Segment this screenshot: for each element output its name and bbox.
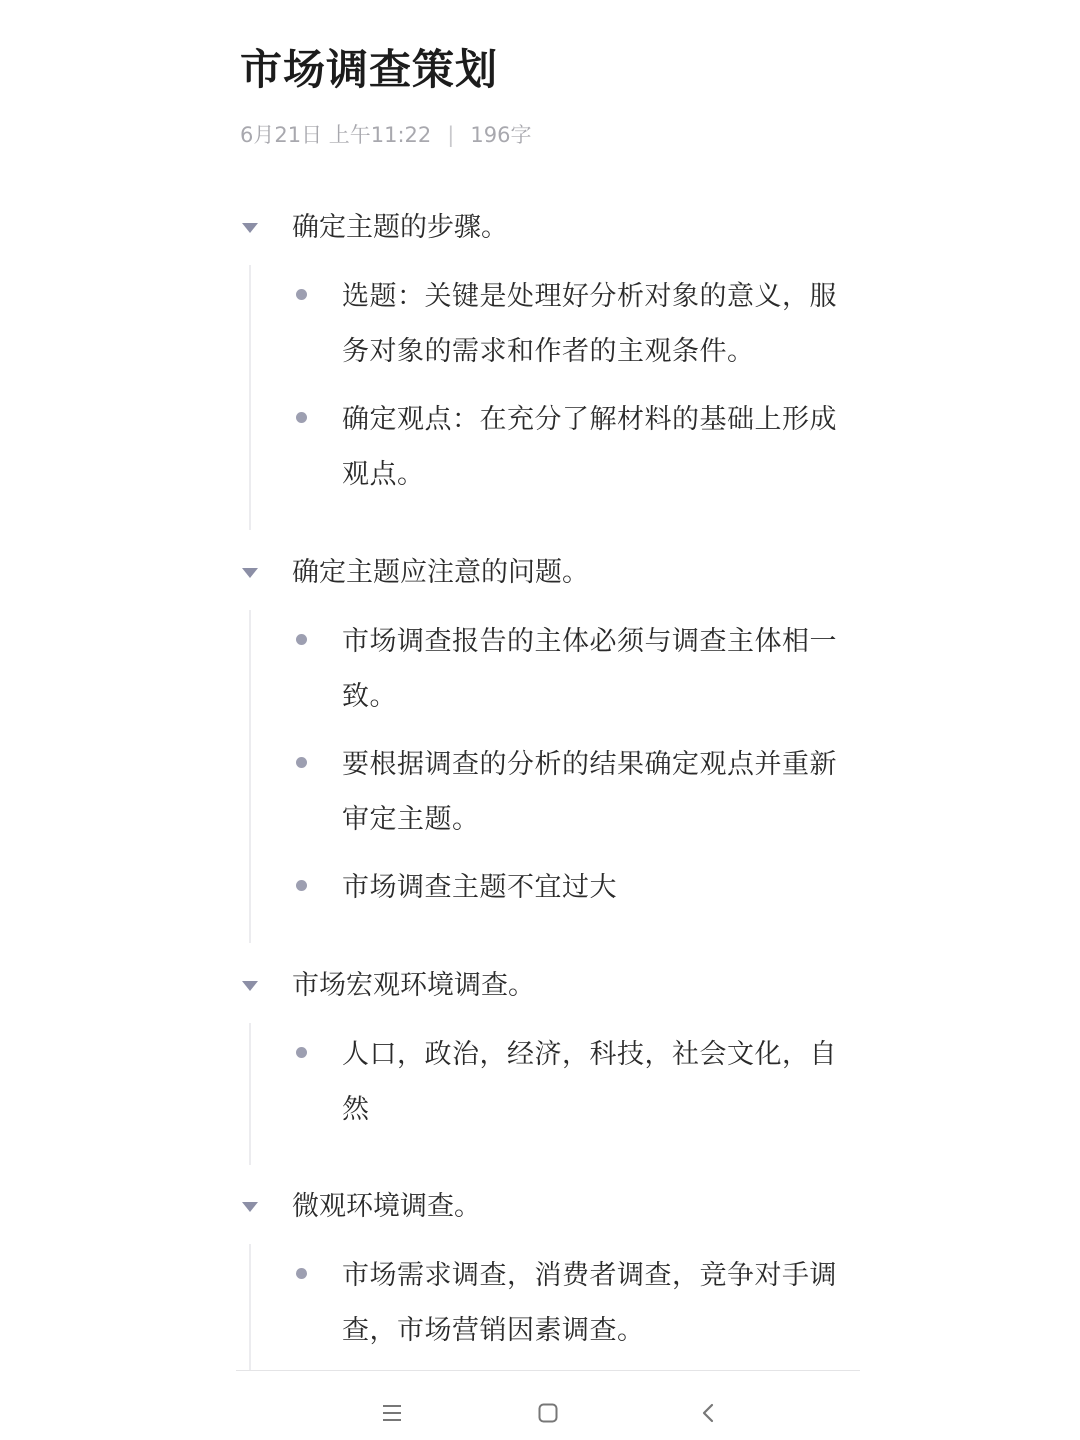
section-title[interactable]: 确定主题应注意的问题。 [292, 557, 589, 588]
meta-separator: | [447, 123, 455, 147]
list-item[interactable] [290, 737, 850, 847]
section-header[interactable] [236, 203, 508, 253]
section-title[interactable]: 微观环境调查。 [292, 1191, 481, 1222]
indent-guide [249, 610, 251, 943]
note-title[interactable]: 市场调查策划 [240, 45, 499, 94]
list-item[interactable] [290, 860, 850, 915]
list-item-text[interactable]: 要根据调查的分析的结果确定观点并重新审定主题。 [342, 749, 837, 835]
note-meta [240, 118, 531, 152]
section-header[interactable] [236, 1182, 481, 1232]
list-item[interactable] [290, 269, 850, 379]
bullet-dot-icon [296, 289, 307, 300]
note-date: 6月21日 上午11:22 [240, 123, 432, 147]
collapse-triangle-icon[interactable] [236, 972, 264, 1000]
list-item-text[interactable]: 市场需求调查，消费者调查，竞争对手调查，市场营销因素调查。 [342, 1260, 837, 1346]
bullet-dot-icon [296, 412, 307, 423]
list-item-text[interactable]: 选题：关键是处理好分析对象的意义，服务对象的需求和作者的主观条件。 [342, 281, 837, 367]
indent-guide [249, 1023, 251, 1165]
list-item-text[interactable]: 市场调查主题不宜过大 [342, 872, 617, 903]
section-title[interactable]: 市场宏观环境调查。 [292, 970, 535, 1001]
collapse-triangle-icon[interactable] [236, 559, 264, 587]
bullet-dot-icon [296, 757, 307, 768]
list-item-text[interactable]: 市场调查报告的主体必须与调查主体相一致。 [342, 626, 837, 712]
indent-guide [249, 265, 251, 530]
bullet-dot-icon [296, 1047, 307, 1058]
home-square-icon[interactable] [532, 1397, 564, 1429]
collapse-triangle-icon[interactable] [236, 214, 264, 242]
bullet-dot-icon [296, 634, 307, 645]
list-item-text[interactable]: 确定观点：在充分了解材料的基础上形成观点。 [342, 404, 837, 490]
indent-guide [249, 1244, 251, 1370]
section-title[interactable]: 确定主题的步骤。 [292, 212, 508, 243]
word-count: 196字 [470, 123, 532, 147]
list-item[interactable] [290, 1248, 850, 1358]
section-header[interactable] [236, 961, 535, 1011]
collapse-triangle-icon[interactable] [236, 1193, 264, 1221]
menu-icon[interactable] [376, 1397, 408, 1429]
back-chevron-icon[interactable] [692, 1397, 724, 1429]
list-item[interactable] [290, 392, 850, 502]
list-item[interactable] [290, 614, 850, 724]
list-item-text[interactable]: 人口，政治，经济，科技，社会文化，自然 [342, 1039, 837, 1125]
section-header[interactable] [236, 548, 589, 598]
bullet-dot-icon [296, 1268, 307, 1279]
system-navigation-bar [0, 1371, 1080, 1440]
bullet-dot-icon [296, 880, 307, 891]
list-item[interactable] [290, 1027, 850, 1137]
